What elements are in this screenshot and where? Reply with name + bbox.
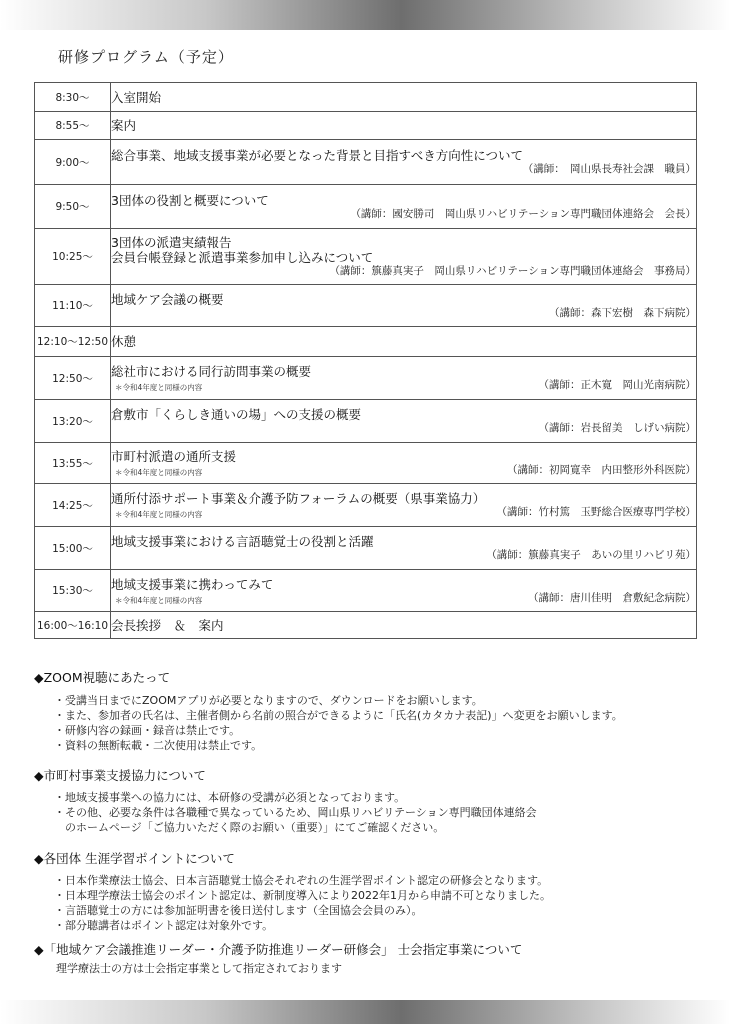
zoom-item: ・また、参加者の氏名は、主催者側から名前の照合ができるように「氏名(カタカナ表記)」へ変更をお願いします。 bbox=[54, 709, 623, 722]
lifelong-item: ・日本作業療法士協会、日本言語聴覚士協会それぞれの生涯学習ポイント認定の研修会となります。 bbox=[54, 874, 549, 887]
content-cell bbox=[111, 443, 697, 484]
content-cell bbox=[111, 527, 697, 570]
table-row bbox=[35, 140, 697, 185]
content-cell bbox=[111, 140, 697, 185]
session-title: 総合事業、地域支援事業が必要となった背景と目指すべき方向性について bbox=[111, 148, 524, 163]
table-row bbox=[35, 527, 697, 570]
lecturer: （講師： 岡山県長寿社会課 職員） bbox=[522, 163, 696, 175]
lifelong-section bbox=[34, 851, 694, 933]
lecturer: （講師：竹村篤 玉野総合医療専門学校） bbox=[496, 506, 696, 518]
leader-item: 理学療法士の方は士会指定事業として指定されております bbox=[56, 962, 342, 975]
time-cell: 9:50～ bbox=[35, 185, 111, 229]
schedule-table bbox=[34, 82, 697, 639]
content-cell bbox=[111, 83, 697, 112]
table-row bbox=[35, 570, 697, 612]
time-cell: 15:30～ bbox=[35, 570, 111, 612]
footer-gradient-bar bbox=[0, 1000, 730, 1024]
session-title: 倉敷市「くらしき通いの場」への支援の概要 bbox=[111, 407, 362, 422]
content-cell bbox=[111, 357, 697, 400]
table-row bbox=[35, 400, 697, 443]
session-title: 通所付添サポート事業＆介護予防フォーラムの概要（県事業協力） bbox=[111, 491, 486, 506]
time-cell: 8:55～ bbox=[35, 112, 111, 140]
session-title: 3団体の派遣実績報告 bbox=[111, 235, 232, 250]
lecturer: （講師：國安勝司 岡山県リハビリテーション専門職団体連絡会 会長） bbox=[350, 207, 696, 220]
lifelong-item: ・部分聴講者はポイント認定は対象外です。 bbox=[54, 919, 274, 932]
session-subtitle: 会員台帳登録と派遣事業参加申し込みについて bbox=[111, 250, 374, 265]
table-row bbox=[35, 185, 697, 229]
leader-heading: ◆「地域ケア会議推進リーダー・介護予防推進リーダー研修会」 士会指定事業について bbox=[34, 942, 523, 957]
content-cell bbox=[111, 570, 697, 612]
session-note: ＊令和4年度と同様の内容 bbox=[115, 468, 203, 477]
lifelong-item: ・日本理学療法士協会のポイント認定は、新制度導入により2022年1月から申請不可となりました。 bbox=[54, 889, 551, 902]
municipal-item: のホームページ「ご協力いただく際のお願い（重要）」にてご確認ください。 bbox=[54, 821, 445, 834]
content-cell bbox=[111, 327, 697, 357]
zoom-heading: ◆ZOOM視聴にあたって bbox=[34, 670, 171, 685]
table-row bbox=[35, 327, 697, 357]
lecturer: （講師：唐川佳明 倉敷紀念病院） bbox=[528, 591, 696, 604]
zoom-item: ・研修内容の録画・録音は禁止です。 bbox=[54, 724, 241, 737]
time-cell: 15:00～ bbox=[35, 527, 111, 570]
header-gradient-bar bbox=[0, 0, 730, 30]
content-cell bbox=[111, 400, 697, 443]
session-note: ＊令和4年度と同様の内容 bbox=[115, 595, 203, 605]
table-row bbox=[35, 484, 697, 527]
table-row bbox=[35, 83, 697, 112]
content-cell bbox=[111, 612, 697, 639]
time-cell: 8:30～ bbox=[35, 83, 111, 112]
lecturer: （講師：正木寛 岡山光南病院） bbox=[538, 379, 696, 391]
content-cell bbox=[111, 285, 697, 327]
table-row bbox=[35, 229, 697, 285]
session-note: ＊令和4年度と同様の内容 bbox=[115, 383, 203, 392]
session-note: ＊令和4年度と同様の内容 bbox=[115, 510, 203, 519]
lecturer: （講師：簱藤真実子 岡山県リハビリテーション専門職団体連絡会 事務局） bbox=[329, 265, 696, 277]
zoom-item: ・資料の無断転載・二次使用は禁止です。 bbox=[54, 739, 263, 752]
content-cell bbox=[111, 484, 697, 527]
table-row bbox=[35, 285, 697, 327]
session-title: 休憩 bbox=[111, 334, 137, 349]
session-title: 3団体の役割と概要について bbox=[111, 192, 269, 208]
session-title: 総社市における同行訪問事業の概要 bbox=[111, 364, 312, 379]
lecturer: （講師：簱藤真実子 あいの里リハビリ苑） bbox=[486, 549, 696, 561]
table-row bbox=[35, 443, 697, 484]
session-title: 地域支援事業に携わってみて bbox=[111, 576, 274, 592]
table-row bbox=[35, 357, 697, 400]
time-cell: 10:25～ bbox=[35, 229, 111, 285]
municipal-heading: ◆市町村事業支援協力について bbox=[34, 768, 206, 783]
session-title: 地域支援事業における言語聴覚士の役割と活躍 bbox=[111, 534, 374, 549]
municipal-section bbox=[34, 768, 694, 835]
zoom-section bbox=[34, 670, 694, 753]
lifelong-item: ・言語聴覚士の方には参加証明書を後日送付します（全国協会会員のみ）。 bbox=[54, 904, 423, 917]
lecturer: （講師：初岡寛幸 内田整形外科医院） bbox=[507, 464, 696, 476]
content-cell bbox=[111, 112, 697, 140]
content-cell bbox=[111, 229, 697, 285]
leader-section bbox=[34, 942, 694, 976]
time-cell: 9:00～ bbox=[35, 140, 111, 185]
time-cell: 11:10～ bbox=[35, 285, 111, 327]
table-row bbox=[35, 112, 697, 140]
municipal-item: ・地域支援事業への協力には、本研修の受講が必須となっております。 bbox=[54, 791, 406, 804]
page-title: 研修プログラム（予定） bbox=[58, 48, 234, 66]
content-cell bbox=[111, 185, 697, 229]
time-cell: 12:50～ bbox=[35, 357, 111, 400]
lecturer: （講師：森下宏樹 森下病院） bbox=[549, 306, 696, 319]
session-title: 地域ケア会議の概要 bbox=[111, 291, 224, 307]
session-title: 案内 bbox=[111, 118, 137, 133]
municipal-item: ・その他、必要な条件は各職種で異なっているため、岡山県リハビリテーション専門職団体連絡会 bbox=[54, 806, 537, 819]
table-row bbox=[35, 612, 697, 639]
lecturer: （講師：岩長留美 しげい病院） bbox=[538, 422, 696, 434]
time-cell: 16:00～16:10 bbox=[35, 612, 111, 639]
session-title: 入室開始 bbox=[111, 89, 162, 105]
zoom-item: ・受講当日までにZOOMアプリが必要となりますので、ダウンロードをお願いします。 bbox=[54, 694, 483, 707]
lifelong-heading: ◆各団体 生涯学習ポイントについて bbox=[34, 851, 235, 866]
session-title: 会長挨拶 ＆ 案内 bbox=[111, 617, 224, 633]
time-cell: 14:25～ bbox=[35, 484, 111, 527]
time-cell: 13:20～ bbox=[35, 400, 111, 443]
session-title: 市町村派遣の通所支援 bbox=[111, 449, 237, 464]
time-cell: 13:55～ bbox=[35, 443, 111, 484]
time-cell: 12:10～12:50 bbox=[35, 327, 111, 357]
